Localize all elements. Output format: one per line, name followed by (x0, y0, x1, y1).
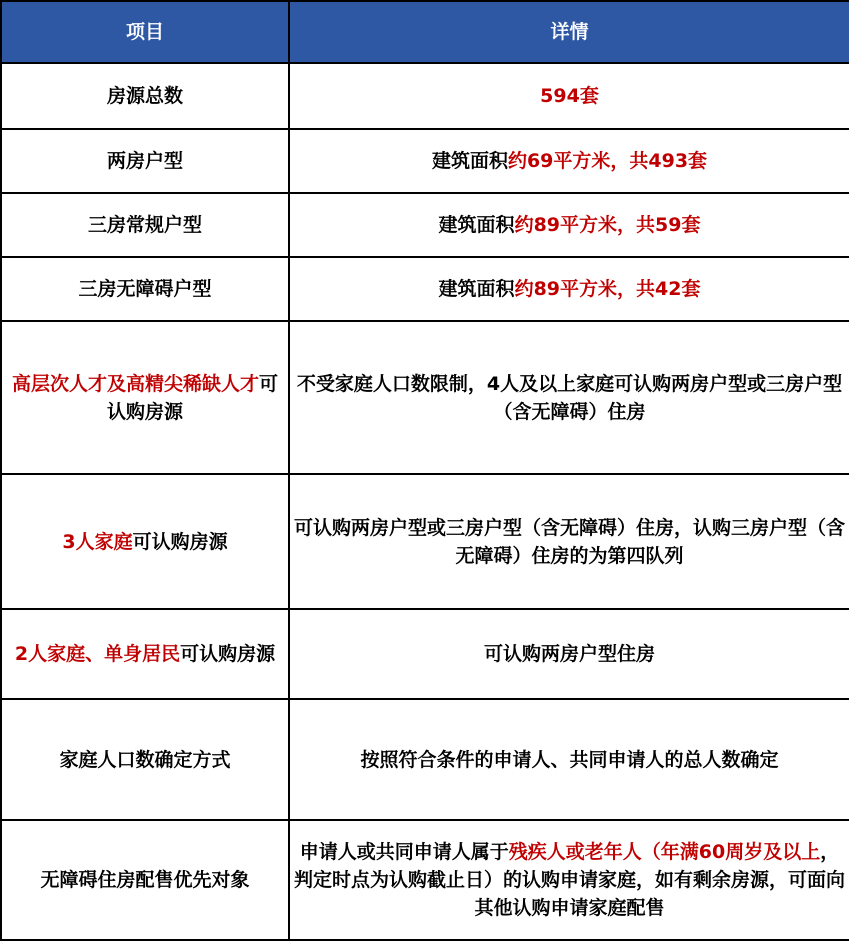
row-detail: 可认购两房户型或三房户型（含无障碍）住房，认购三房户型（含无障碍）住房的为第四队列 (289, 474, 849, 609)
row-item: 房源总数 (1, 63, 289, 129)
detail-prefix: 建筑面积 (438, 278, 515, 300)
detail-prefix: 建筑面积 (431, 150, 508, 172)
row-item: 三房常规户型 (1, 193, 289, 257)
row-detail: 不受家庭人口数限制，4人及以上家庭可认购两房户型或三房户型（含无障碍）住房 (289, 321, 849, 474)
table-row (1, 820, 849, 940)
row-detail: 按照符合条件的申请人、共同申请人的总人数确定 (289, 699, 849, 820)
table-row (1, 321, 849, 474)
row-detail (289, 257, 849, 321)
table-row (1, 699, 849, 820)
detail-highlight: 约89平方米，共59套 (514, 214, 701, 236)
item-suffix: 可认购房源 (106, 372, 279, 423)
row-item: 三房无障碍户型 (1, 257, 289, 321)
table-row (1, 474, 849, 609)
row-detail (289, 63, 849, 129)
item-suffix: 可认购房源 (132, 530, 228, 553)
row-detail (289, 193, 849, 257)
row-item (1, 321, 289, 474)
table-row (1, 257, 849, 321)
row-detail (289, 820, 849, 940)
item-suffix: 可认购房源 (180, 643, 276, 665)
detail-highlight: 约89平方米，共42套 (514, 278, 701, 300)
header-item: 项目 (1, 1, 289, 63)
detail-prefix: 建筑面积 (438, 214, 515, 236)
detail-highlight: 594套 (540, 85, 599, 107)
row-item: 无障碍住房配售优先对象 (1, 820, 289, 940)
table-header-row (1, 1, 849, 63)
table-row (1, 129, 849, 193)
table-row (1, 63, 849, 129)
row-detail (289, 129, 849, 193)
item-highlight: 高层次人才及高精尖稀缺人才 (11, 372, 259, 395)
row-item: 家庭人口数确定方式 (1, 699, 289, 820)
detail-highlight: 残疾人或老年人（年满60周岁及以上 (508, 841, 821, 863)
row-item (1, 474, 289, 609)
row-detail: 可认购两房户型住房 (289, 609, 849, 699)
header-detail: 详情 (289, 1, 849, 63)
row-item: 两房户型 (1, 129, 289, 193)
table-row (1, 609, 849, 699)
table-row (1, 193, 849, 257)
detail-highlight: 约69平方米，共493套 (507, 150, 708, 172)
item-highlight: 2人家庭、单身居民 (14, 643, 181, 665)
detail-suffix: ，判定时点为认购截止日）的认购申请家庭，如有剩余房源，可面向其他认购申请家庭配售 (294, 841, 846, 919)
row-item (1, 609, 289, 699)
detail-prefix: 申请人或共同申请人属于 (299, 841, 509, 863)
item-highlight: 3人家庭 (62, 530, 133, 553)
